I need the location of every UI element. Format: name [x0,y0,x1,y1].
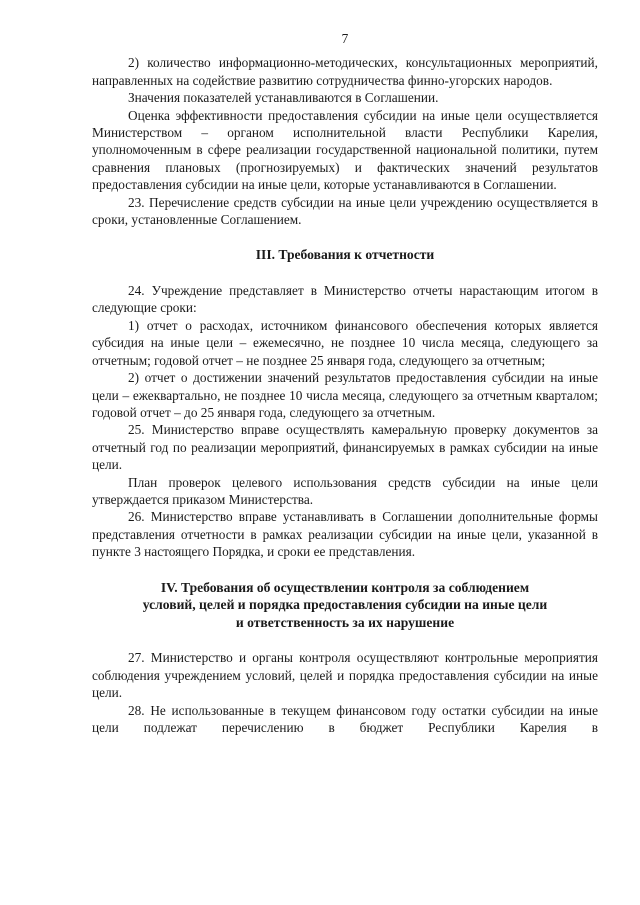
paragraph-24: 24. Учреждение представляет в Министерство отчеты нарастающим итогом в следующие сроки: [92,283,598,316]
paragraph-27: 27. Министерство и органы контроля осуществляют контрольные мероприятия соблюдения учреждением условий, целей и порядка предоставления субсидии на иные цели. [92,650,598,701]
section-4-heading [92,579,598,632]
paragraph-24-item-1: 1) отчет о расходах, источником финансового обеспечения которых является субсидия на иные цели – ежемесячно, не позднее 10 числа месяца, следующего за отчетным; годовой отчет – не позднее 25 января года, следующего за отчетным; [92,317,598,368]
paragraph-26: 26. Министерство вправе устанавливать в Соглашении дополнительные формы представления отчетности в рамках реализации субсидии на иные цели, указанной в пункте 3 настоящего Порядка, и сроки ее представления. [92,509,598,560]
paragraph-24-item-2: 2) отчет о достижении значений результатов предоставления субсидии на иные цели – ежеквартально, не позднее 10 числа месяца, следующего за отчетным кварталом; годовой отчет – до 25 января года, следующего за отчетным. [92,370,598,420]
page-number: 7 [341,31,349,46]
section-3-heading: III. Требования к отчетности [255,247,435,263]
paragraph-23: 23. Перечисление средств субсидии на иные цели учреждению осуществляется в сроки, установленные Соглашением. [92,194,598,228]
section-4-heading-line-1: IV. Требования об осуществлении контроля за соблюдением [160,579,530,595]
paragraph-25: 25. Министерство вправе осуществлять камеральную проверку документов за отчетный год по реализации мероприятий, финансируемых в рамках субсидии на иные цели. [92,422,598,473]
paragraph-indicator-values: Значения показателей устанавливаются в Соглашении. [128,90,439,106]
paragraph-indicator-2: 2) количество информационно-методических, консультационных мероприятий, направленных на содействие развитию сотрудничества финно-угорских народов. [92,55,598,88]
section-4-heading-line-2: условий, целей и порядка предоставления субсидии на иные цели [142,597,548,613]
paragraph-28: 28. Не использованные в текущем финансовом году остатки субсидии на иные цели подлежат перечислению в бюджет Республики Карелия в [92,702,598,735]
paragraph-inspection-plan: План проверок целевого использования средств субсидии на иные цели утверждается приказом Министерства. [92,474,598,507]
paragraph-efficiency-assessment: Оценка эффективности предоставления субсидии на иные цели осуществляется Министерством – органом исполнительной власти Республики Карелия, уполномоченным в сфере реализации государственной национальной политики, путем сравнения плановых (прогнозируемых) и фактических значений результатов предоставления субсидии на иные цели, которые устанавливаются в Соглашении. [92,107,598,193]
document-page [92,30,598,736]
section-4-heading-line-3: и ответственность за их нарушение [235,614,455,630]
